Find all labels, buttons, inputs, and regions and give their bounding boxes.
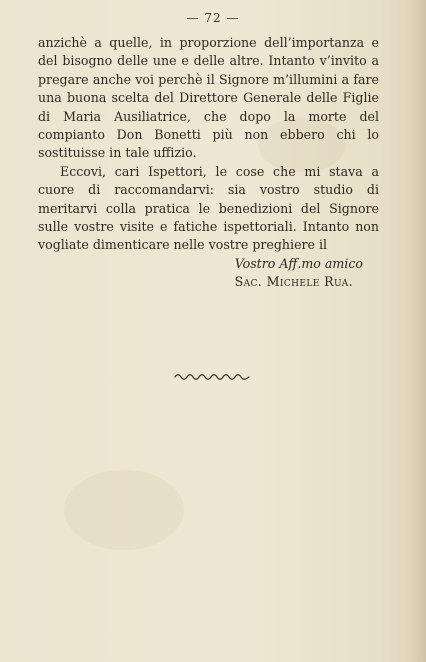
letter-text — [38, 34, 379, 292]
wavy-divider-ornament-icon — [174, 373, 250, 381]
closing-block — [38, 255, 379, 292]
signature: Sac. Michele Rua. — [234, 274, 353, 290]
page-edge-shadow — [408, 0, 426, 662]
paragraph-2: Eccovi, cari Ispettori, le cose che mi stava a cuore di raccomandarvi: sia vostro studio di meritarvi colla pratica le benedizioni del Signore sulle vostre visite e fatiche ispettoriali. Intanto non vogliate dimenticare nelle vostre preghiere il — [38, 163, 379, 253]
paragraph-1: anzichè a quelle, in proporzione dell’importanza e del bisogno delle une e delle altre. Intanto v’invito a pregare anche voi perchè il Signore m’illumini a fare una buona scelta del Direttore Generale delle Figlie di Maria Ausiliatrice, che dopo la morte del compianto Don Bonetti più non ebbero chi lo sostituisse in tale uffizio. — [38, 35, 379, 161]
page-number: — 72 — — [186, 11, 240, 25]
closing-salutation: Vostro Aff.mo amico — [234, 255, 363, 271]
paper-stain — [64, 470, 184, 550]
